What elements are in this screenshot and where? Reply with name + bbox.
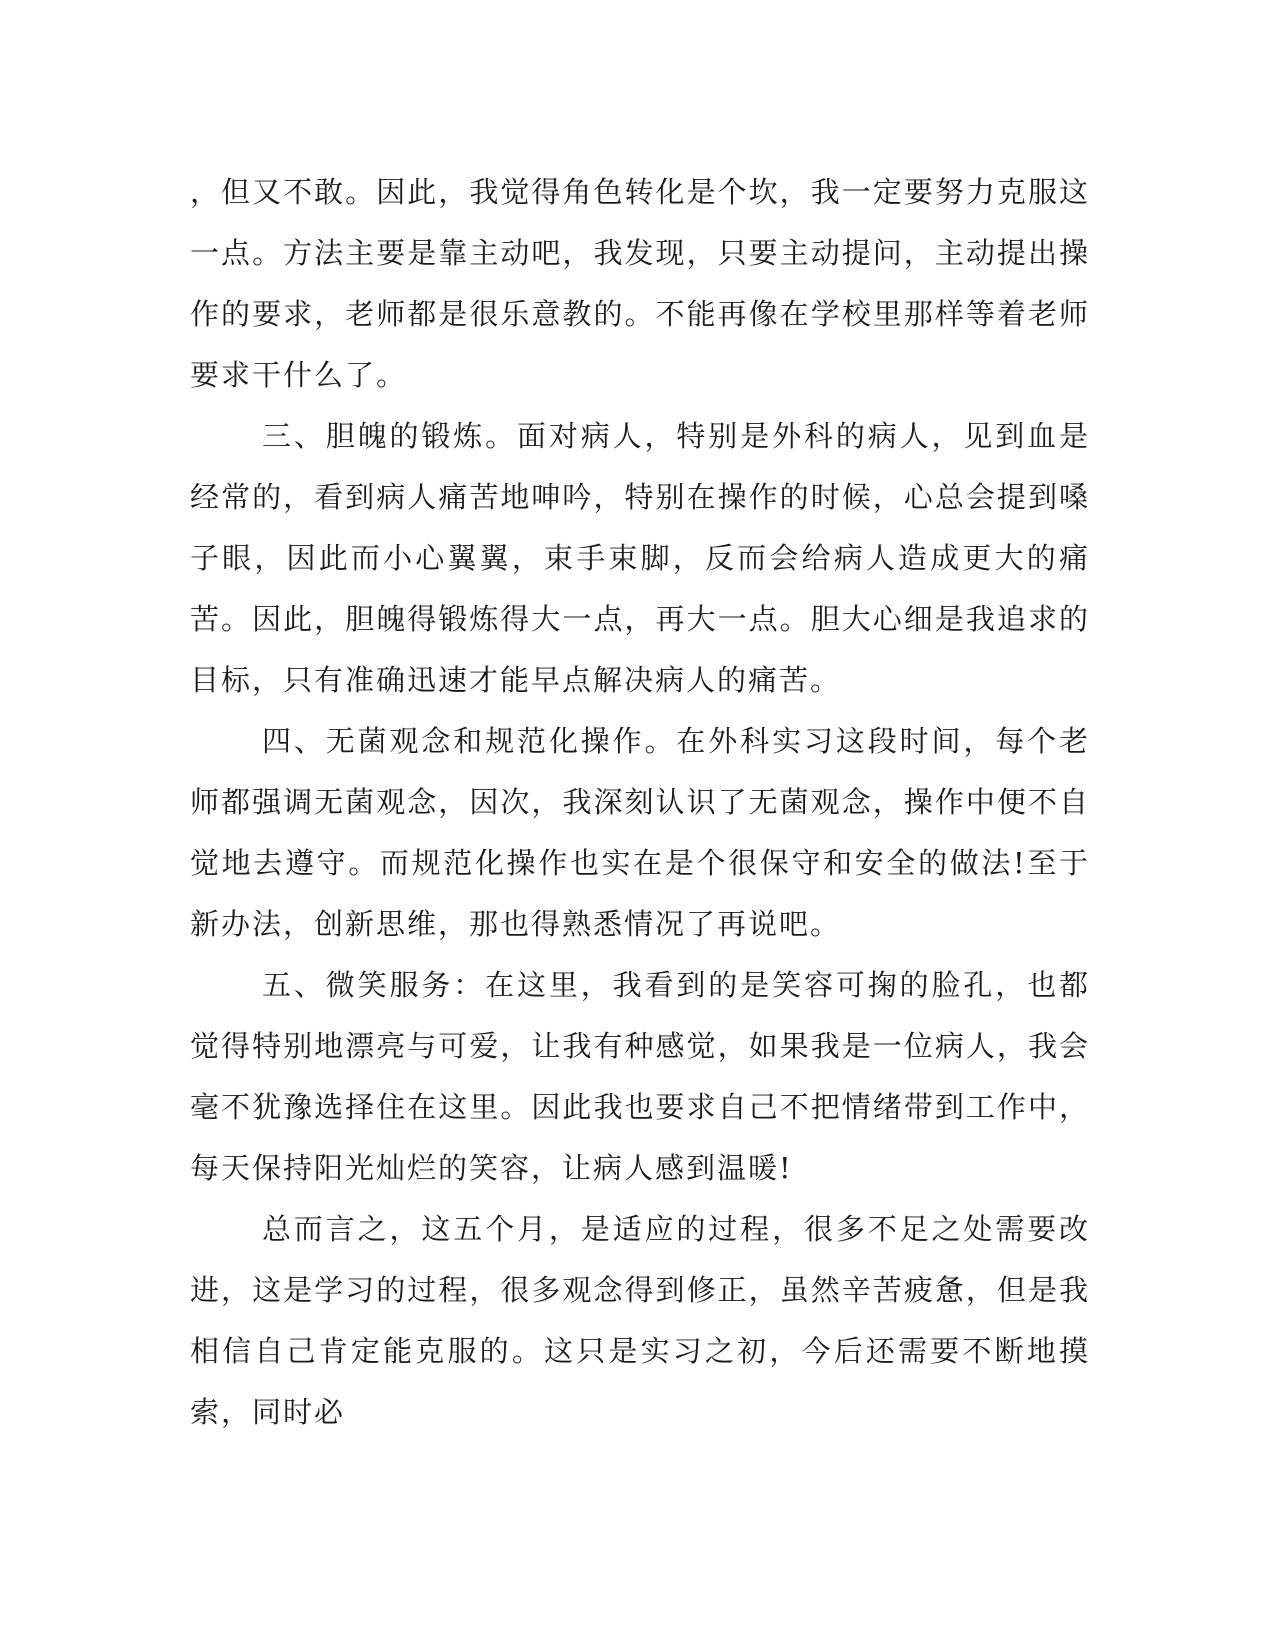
paragraph-summary: 总而言之，这五个月，是适应的过程，很多不足之处需要改进，这是学习的过程，很多观念得到修正，虽然辛苦疲惫，但是我相信自己肯定能克服的。这只是实习之初，今后还需要不断地摸索，同时必: [190, 1212, 1090, 1429]
paragraph-smile-service: 五、微笑服务：在这里，我看到的是笑容可掬的脸孔，也都觉得特别地漂亮与可爱，让我有种感觉，如果我是一位病人，我会毫不犹豫选择住在这里。因此我也要求自己不把情绪带到工作中，每天保持阳光灿烂的笑容，让病人感到温暖!: [190, 968, 1090, 1185]
paragraph-aseptic-concept: 四、无菌观念和规范化操作。在外科实习这段时间，每个老师都强调无菌观念，因次，我深刻认识了无菌观念，操作中便不自觉地去遵守。而规范化操作也实在是个很保守和安全的做法!至于新办法，创新思维，那也得熟悉情况了再说吧。: [190, 724, 1090, 941]
paragraph-continuation: ，但又不敢。因此，我觉得角色转化是个坎，我一定要努力克服这一点。方法主要是靠主动吧，我发现，只要主动提问，主动提出操作的要求，老师都是很乐意教的。不能再像在学校里那样等着老师要求干什么了。: [190, 175, 1090, 392]
document-body: [190, 162, 1090, 1443]
paragraph-courage-training: 三、胆魄的锻炼。面对病人，特别是外科的病人，见到血是经常的，看到病人痛苦地呻吟，特别在操作的时候，心总会提到嗓子眼，因此而小心翼翼，束手束脚，反而会给病人造成更大的痛苦。因此，胆魄得锻炼得大一点，再大一点。胆大心细是我追求的目标，只有准确迅速才能早点解决病人的痛苦。: [190, 419, 1090, 697]
